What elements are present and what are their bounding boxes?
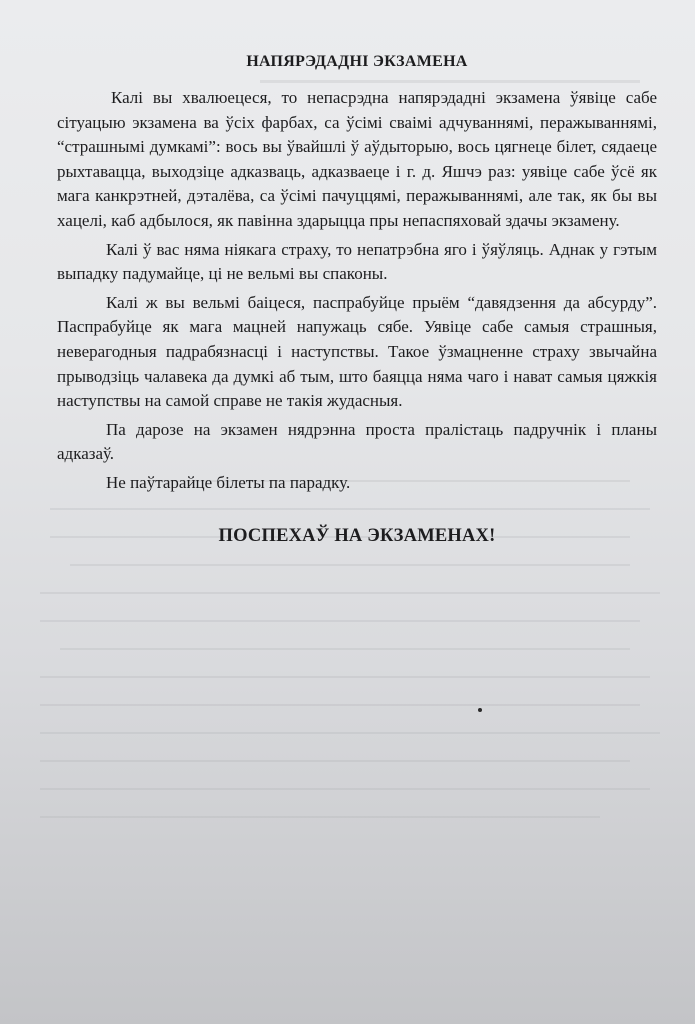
paragraph-visualize-exam: Калі вы хвалюецеся, то непасрэдна напярэдадні экзамена ўявіце сабе сітуацыю экзамена ва ўсіх фарбах, са ўсімі сваімі адчуваннямі, перажываннямі, “страшнымі думкамі”: вось вы ўвайшлі ў аўдыторыю, вось цягнеце білет, сядаеце рыхтавацца, выходзіце адказваць, адказваеце і г. д. Яшчэ раз: уявіце сабе ўсё як мага канкрэтней, дэталёва, са ўсімі пачуццямі, перажываннямі, але так, як бы вы хацелі, каб адбылося, як павінна здарыцца пры непаспяховай здачы экзамену. <box>57 88 657 230</box>
document-title: НАПЯРЭДАДНІ ЭКЗАМЕНА <box>246 53 468 70</box>
bleed-through-bottom <box>30 470 675 1010</box>
paragraph-reduction-to-absurd: Калі ж вы вельмі баіцеся, паспрабуйце прыём “давядзення да абсурду”. Паспрабуйце як мага мацней напужаць сябе. Уявіце сабе самыя страшныя, неверагодныя падрабязнасці і наступствы. Такое ўзмацненне страху звычайна прыводзіць чалавека да думкі аб тым, што баяцца няма чаго і нават самыя цяжкія наступствы на самой справе не такія жудасныя. <box>57 292 657 411</box>
ink-dot <box>478 708 482 712</box>
paragraph-no-fear: Калі ў вас няма ніякага страху, то непатрэбна яго і ўяўляць. Аднак у гэтым выпадку падумайце, ці не вельмі вы спаконы. <box>57 239 657 284</box>
document-body <box>57 52 657 548</box>
closing-wish: ПОСПЕХАЎ НА ЭКЗАМЕНАХ! <box>218 525 496 546</box>
paragraph-on-the-way: Па дарозе на экзамен нядрэнна проста пралістаць падручнік і планы адказаў. <box>57 419 657 464</box>
paragraph-do-not-repeat-tickets: Не паўтарайце білеты па парадку. <box>106 472 351 492</box>
